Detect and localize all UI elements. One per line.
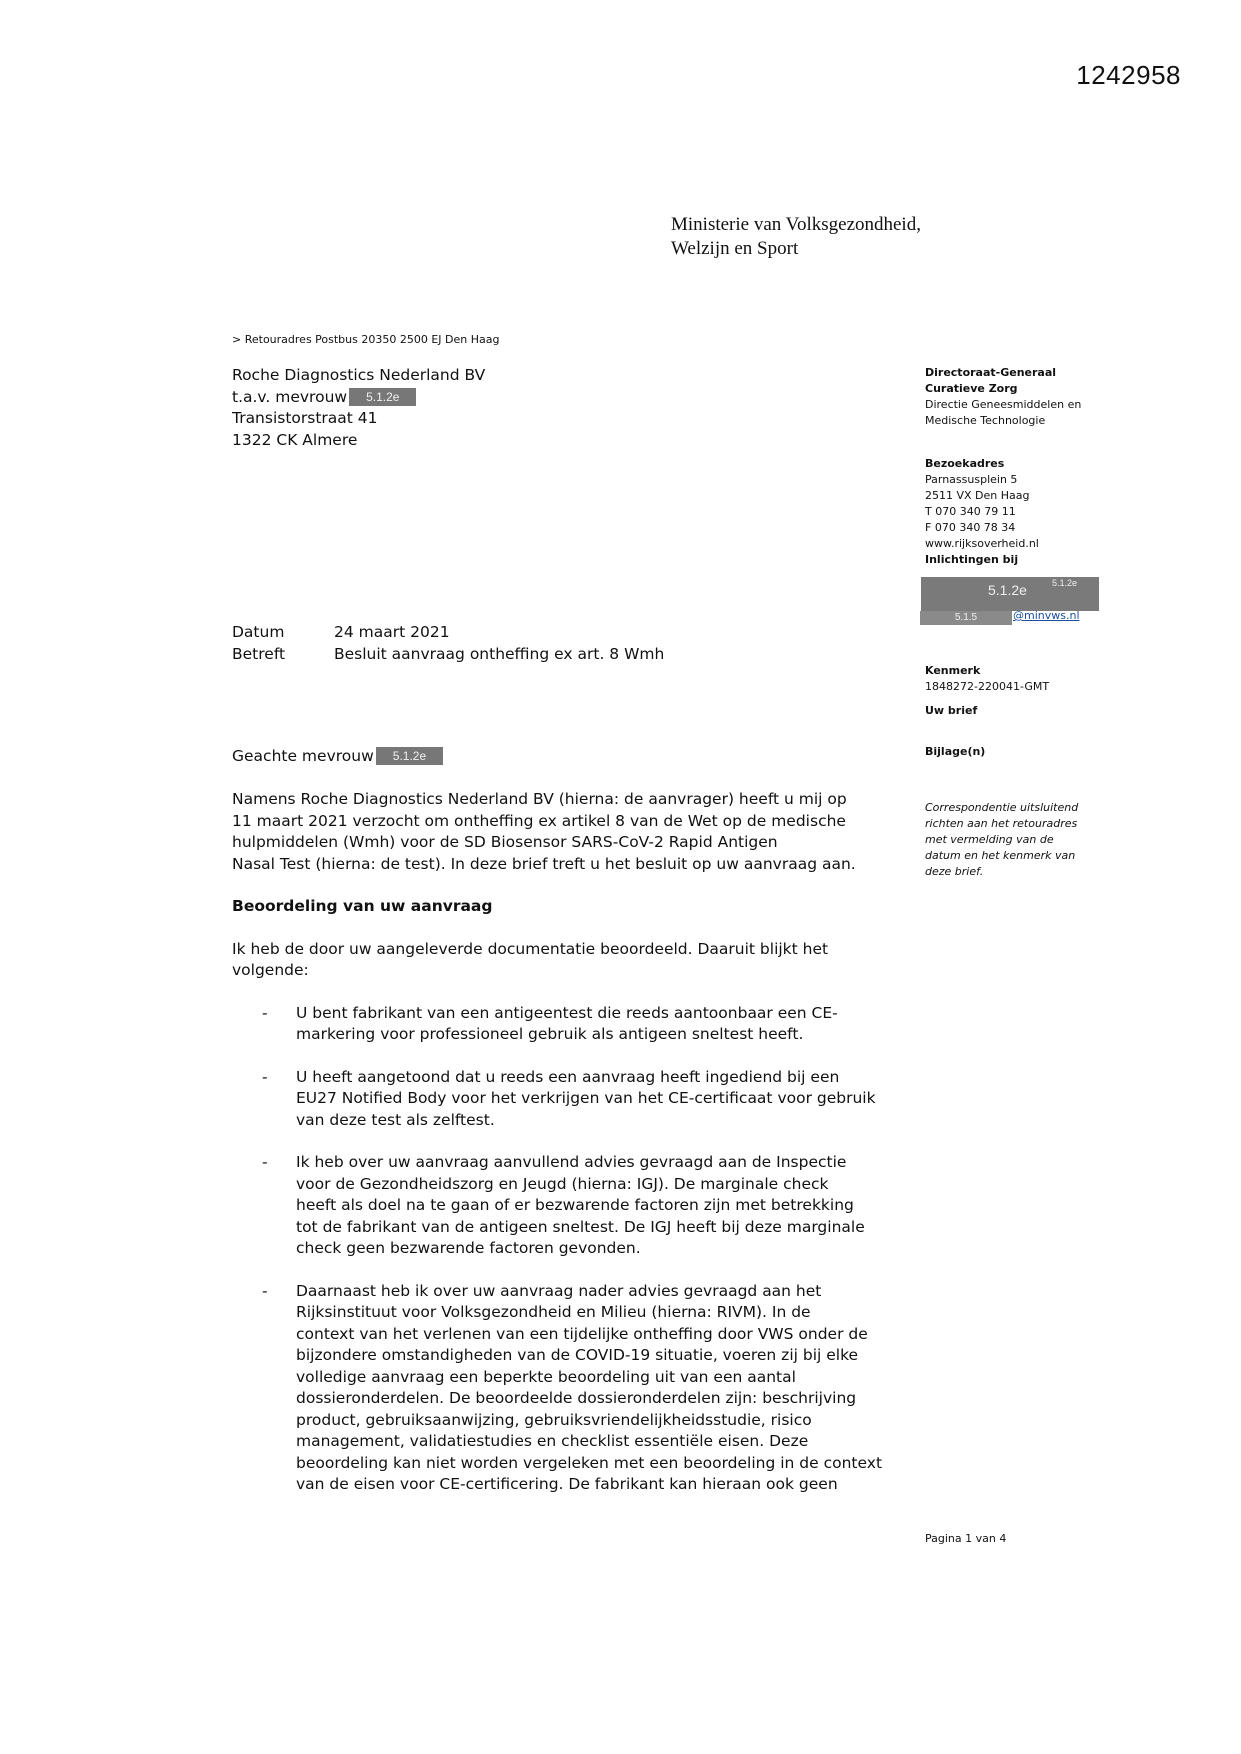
bullet-dash: - <box>262 1003 268 1022</box>
dir-line2: Medische Technologie <box>925 414 1046 427</box>
recipient-company: Roche Diagnostics Nederland BV <box>232 366 486 384</box>
text-line: 11 maart 2021 verzocht om ontheffing ex artikel 8 van de Wet op de medische <box>232 811 846 830</box>
text-line: tot de fabrikant van de antigeen sneltest. De IGJ heeft bij deze marginale <box>296 1217 865 1236</box>
ministry-name-line1: Ministerie van Volksgezondheid, <box>671 214 921 235</box>
text-line: Daarnaast heb ik over uw aanvraag nader advies gevraagd aan het <box>296 1281 822 1300</box>
sidebar-visit-address <box>925 456 1155 568</box>
recipient-attention <box>232 387 485 409</box>
attention-label: t.a.v. mevrouw <box>232 387 348 406</box>
text-line: van de eisen voor CE-certificering. De fabrikant kan hieraan ook geen <box>296 1475 838 1493</box>
text-line: bijzondere omstandigheden van de COVID-19 situatie, voeren zij bij elke <box>296 1346 859 1364</box>
redaction-box: 5.1.2e <box>349 388 416 406</box>
bullet-dash: - <box>262 1067 268 1086</box>
letter-body <box>232 789 912 1517</box>
dg-line1: Directoraat-Generaal <box>925 366 1057 379</box>
subject-value: Besluit aanvraag ontheffing ex art. 8 Wmh <box>334 644 665 663</box>
text-line: van deze test als zelftest. <box>296 1110 495 1129</box>
note-line: Correspondentie uitsluitend <box>925 801 1079 814</box>
text-line: volgende: <box>232 961 309 979</box>
intro-paragraph <box>232 789 912 875</box>
text-line: Nasal Test (hierna: de test). In deze brief treft u het besluit op uw aanvraag aan. <box>232 854 856 873</box>
dg-line2: Curatieve Zorg <box>925 382 1018 395</box>
text-line: heeft als doel na te gaan of er bezwarende factoren zijn met betrekking <box>296 1196 854 1214</box>
list-item <box>262 1281 912 1496</box>
attachments-label: Bijlage(n) <box>925 745 986 758</box>
list-item <box>262 1152 912 1260</box>
text-line: U heeft aangetoond dat u reeds een aanvraag heeft ingediend bij een <box>296 1067 840 1086</box>
info-label: Inlichtingen bij <box>925 553 1019 566</box>
list-item <box>262 1003 912 1046</box>
text-line: management, validatiestudies en checklist essentiële eisen. Deze <box>296 1432 809 1450</box>
date-label: Datum <box>232 623 285 641</box>
visit-street: Parnassusplein 5 <box>925 473 1018 486</box>
note-line: datum en het kenmerk van <box>925 849 1076 862</box>
recipient-city: 1322 CK Almere <box>232 430 358 449</box>
redaction-box: 5.1.2e <box>376 747 443 765</box>
phone: T 070 340 79 11 <box>925 505 1016 518</box>
text-line: hulpmiddelen (Wmh) voor de SD Biosensor SARS-CoV-2 Rapid Antigen <box>232 833 778 851</box>
your-letter-label: Uw brief <box>925 704 978 717</box>
ministry-name-line2: Welzijn en Sport <box>671 238 799 259</box>
assessment-intro <box>232 939 912 982</box>
bullet-dash: - <box>262 1153 268 1171</box>
bullet-dash: - <box>262 1281 268 1300</box>
recipient-street: Transistorstraat 41 <box>232 409 378 427</box>
bullet-text <box>296 1281 912 1496</box>
salutation <box>232 746 443 768</box>
contact-email-link[interactable]: @minvws.nl <box>1013 609 1080 622</box>
note-line: deze brief. <box>925 865 984 878</box>
letter-meta <box>232 622 664 665</box>
reference-value: 1848272-220041-GMT <box>925 680 1050 693</box>
text-line: product, gebruiksaanwijzing, gebruiksvriendelijkheidsstudie, risico <box>296 1410 812 1429</box>
note-line: met vermelding van de <box>925 833 1054 846</box>
return-address: > Retouradres Postbus 20350 2500 EJ Den Haag <box>232 333 500 346</box>
bullet-text <box>296 1003 912 1046</box>
text-line: Rijksinstituut voor Volksgezondheid en Milieu (hierna: RIVM). In de <box>296 1303 811 1321</box>
date-value: 24 maart 2021 <box>334 623 450 641</box>
section-heading: Beoordeling van uw aanvraag <box>232 897 493 915</box>
ministry-header <box>671 213 921 261</box>
visit-label: Bezoekadres <box>925 457 1005 470</box>
visit-city: 2511 VX Den Haag <box>925 489 1030 502</box>
subject-label: Betreft <box>232 644 286 663</box>
contact-redaction-small: 5.1.5 <box>920 611 1012 625</box>
note-line: richten aan het retouradres <box>925 817 1078 830</box>
text-line: Ik heb de door uw aangeleverde documentatie beoordeeld. Daaruit blijkt het <box>232 939 829 958</box>
document-number: 1242958 <box>1076 60 1181 90</box>
list-item <box>262 1067 912 1132</box>
recipient-address <box>232 365 485 451</box>
subject-row <box>232 644 664 666</box>
page-indicator: Pagina 1 van 4 <box>925 1532 1007 1545</box>
bullet-text <box>296 1152 912 1260</box>
correspondence-note <box>925 800 1155 880</box>
date-row <box>232 622 664 644</box>
dir-line1: Directie Geneesmiddelen en <box>925 398 1082 411</box>
bullet-text <box>296 1067 912 1132</box>
text-line: context van het verlenen van een tijdelijke ontheffing door VWS onder de <box>296 1324 868 1343</box>
text-line: markering voor professioneel gebruik als antigeen sneltest heeft. <box>296 1025 804 1043</box>
contact-redaction-label: 5.1.2e <box>988 582 1027 598</box>
sidebar-reference <box>925 663 1155 695</box>
text-line: Ik heb over uw aanvraag aanvullend advies gevraagd aan de Inspectie <box>296 1153 847 1171</box>
text-line: volledige aanvraag een beperkte beoordeling uit van een aantal <box>296 1367 796 1386</box>
website: www.rijksoverheid.nl <box>925 537 1039 550</box>
text-line: EU27 Notified Body voor het verkrijgen van het CE-certificaat voor gebruik <box>296 1089 876 1107</box>
fax: F 070 340 78 34 <box>925 521 1016 534</box>
salutation-text: Geachte mevrouw <box>232 747 374 765</box>
text-line: voor de Gezondheidszorg en Jeugd (hierna: IGJ). De marginale check <box>296 1174 829 1193</box>
contact-redaction-sup: 5.1.2e <box>1052 578 1078 588</box>
text-line: Namens Roche Diagnostics Nederland BV (hierna: de aanvrager) heeft u mij op <box>232 790 847 808</box>
sidebar-department <box>925 365 1155 429</box>
reference-label: Kenmerk <box>925 664 981 677</box>
text-line: U bent fabrikant van een antigeentest die reeds aantoonbaar een CE- <box>296 1003 838 1022</box>
text-line: beoordeling kan niet worden vergeleken met een beoordeling in de context <box>296 1453 883 1472</box>
text-line: dossieronderdelen. De beoordeelde dossieronderdelen zijn: beschrijving <box>296 1389 857 1407</box>
text-line: check geen bezwarende factoren gevonden. <box>296 1239 641 1257</box>
